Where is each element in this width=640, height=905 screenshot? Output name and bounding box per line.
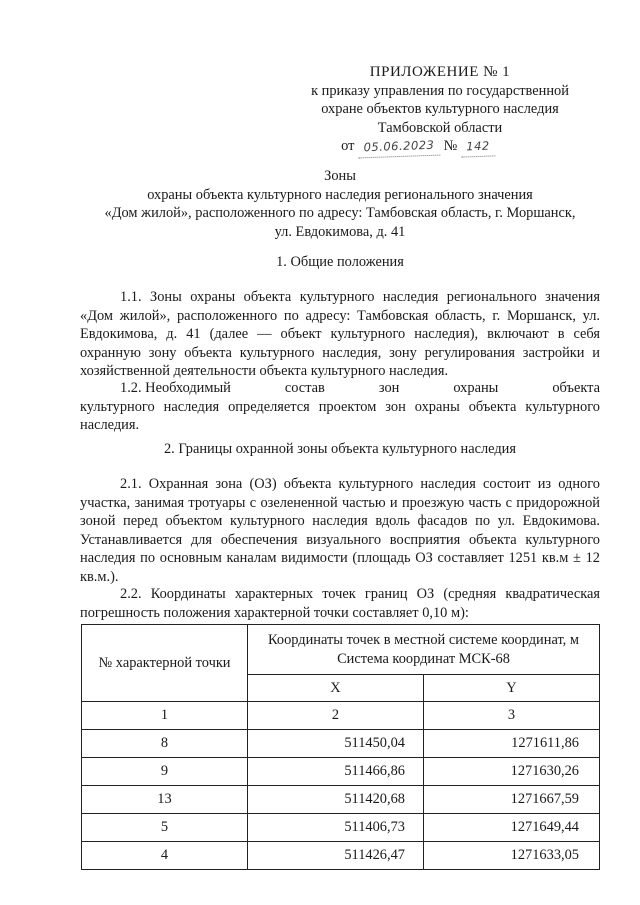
y-cell: 1271630,26: [424, 758, 600, 786]
appendix-date-line: [278, 137, 558, 157]
handwritten-date: 05.06.2023: [358, 136, 441, 158]
y-cell: 1271667,59: [424, 786, 600, 814]
heading-line-2: охраны объекта культурного наследия регионального значения: [147, 186, 533, 203]
x-cell: 511466,86: [248, 758, 424, 786]
table-row: [82, 758, 600, 786]
section-1-paragraph-1: 1.1. Зоны охраны объекта культурного наследия регионального значения «Дом жилой», расположенного по адресу: Тамбовская область, г. Моршанск, ул. Евдокимова, д. 41 (далее — объект культурного наследия), включают в себя охранную зону объекта культурного наследия, зону регулирования застройки и хозяйственной деятельности объекта культурного наследия.: [80, 289, 600, 379]
appendix-line-1: к приказу управления по государственной: [311, 82, 569, 99]
table-row: [82, 814, 600, 842]
appendix-title: ПРИЛОЖЕНИЕ № 1: [369, 64, 511, 80]
y-cell: 1271611,86: [424, 730, 600, 758]
table-row: [82, 786, 600, 814]
x-cell: 511450,04: [248, 730, 424, 758]
point-cell: 8: [82, 730, 248, 758]
y-cell: 1271633,05: [424, 842, 600, 870]
paragraph-2-first-line: 1.2. Необходимый состав зон охраны объекта: [120, 380, 600, 396]
point-cell: 5: [82, 814, 248, 842]
number-sign: №: [443, 138, 458, 154]
point-cell: 4: [82, 842, 248, 870]
handwritten-number: 142: [461, 136, 496, 157]
appendix-line-2: охране объектов культурного наследия: [321, 101, 559, 117]
section-2-title: 2. Границы охранной зоны объекта культурного наследия: [163, 441, 517, 457]
section-2-paragraph-1: 2.1. Охранная зона (ОЗ) объекта культурного наследия состоит из одного участка, занимая тротуары с озелененной частью и проезжую часть с придорожной зоной перед объектом культурного наследия вдоль фасадов по ул. Евдокимова. Устанавливается для обеспечения визуального восприятия объекта культурного наследия по основным каналам видимости (площадь ОЗ составляет 1251 кв.м ± 12 кв.м.).: [80, 476, 600, 585]
point-number-header: № характерной точки: [82, 625, 248, 702]
document-heading: [70, 167, 610, 241]
y-cell: 1271649,44: [424, 814, 600, 842]
paragraph-2-rest: культурного наследия определяется проектом зон охраны объекта культурного наследия.: [80, 398, 600, 433]
table-row: [82, 730, 600, 758]
x-header: X: [248, 675, 424, 702]
heading-line-3: «Дом жилой», расположенного по адресу: Тамбовская область, г. Моршанск,: [104, 205, 576, 221]
y-header: Y: [424, 675, 600, 702]
point-cell: 9: [82, 758, 248, 786]
x-cell: 511420,68: [248, 786, 424, 814]
coordinates-table: [81, 624, 600, 870]
appendix-header: [300, 63, 580, 157]
table-header-row: [82, 625, 600, 675]
appendix-line-3: Тамбовской области: [377, 119, 503, 136]
table-index-row: 1 2 3: [82, 702, 600, 730]
table-row: [82, 842, 600, 870]
coordinates-group-header: Координаты точек в местной системе координат, м Система координат МСК-68: [248, 625, 600, 675]
point-cell: 13: [82, 786, 248, 814]
date-prefix: от: [341, 138, 355, 154]
heading-line-1: Зоны: [324, 168, 356, 184]
x-cell: 511426,47: [248, 842, 424, 870]
section-1-title: 1. Общие положения: [276, 254, 404, 270]
x-cell: 511406,73: [248, 814, 424, 842]
section-1-paragraph-2: [80, 379, 600, 435]
heading-line-4: ул. Евдокимова, д. 41: [274, 223, 406, 240]
section-2-paragraph-2: 2.2. Координаты характерных точек границ ОЗ (средняя квадратическая погрешность положения характерной точки составляет 0,10 м):: [80, 586, 600, 621]
